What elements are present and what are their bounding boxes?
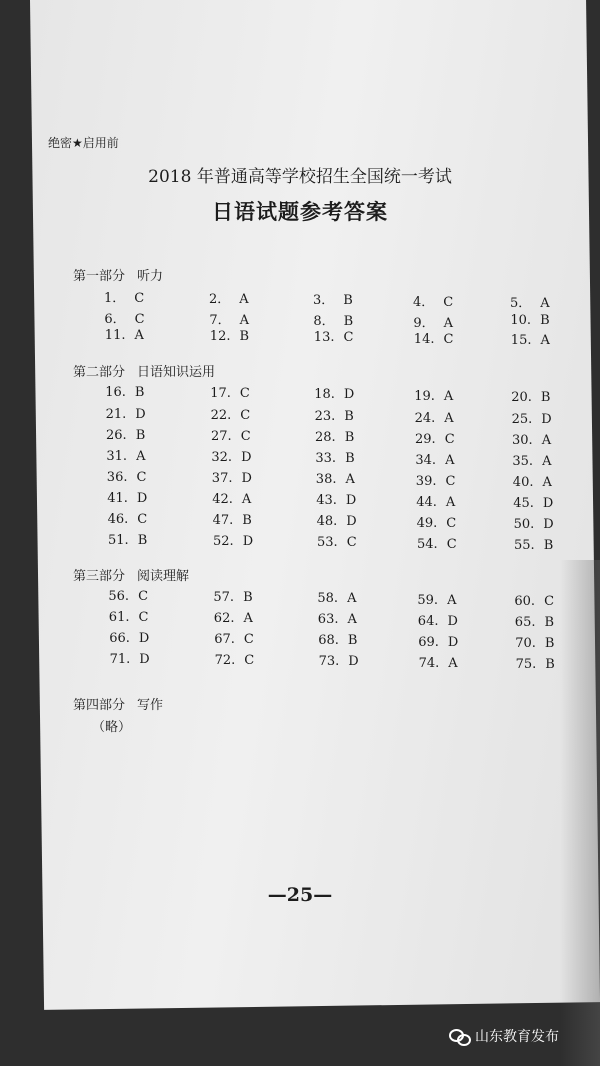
question-number: 15. <box>510 332 532 348</box>
question-number: 56. <box>108 589 130 604</box>
answer-choice: B <box>137 533 148 548</box>
answer-choice: A <box>541 432 552 448</box>
answer-item <box>512 412 552 427</box>
answer-item <box>413 312 453 331</box>
answer-item <box>105 328 144 343</box>
answer-item <box>104 287 144 306</box>
answer-choice: B <box>543 537 554 553</box>
answer-choice: D <box>241 471 252 487</box>
answer-choice: D <box>348 654 359 670</box>
answer-item <box>510 313 549 328</box>
writing-omitted-note: （略） <box>92 720 132 735</box>
question-number: 68. <box>318 633 339 649</box>
answer-choice: B <box>347 633 358 649</box>
question-number: 34. <box>415 452 437 468</box>
answer-choice: B <box>242 513 252 529</box>
answer-choice: A <box>444 410 454 426</box>
question-number: 57. <box>213 590 235 606</box>
question-number: 8． <box>313 314 335 330</box>
section-part: 第二部分 <box>73 365 126 380</box>
question-number: 61. <box>108 610 130 625</box>
answer-item <box>209 288 249 307</box>
answer-item <box>107 470 147 485</box>
question-number: 69. <box>418 634 439 650</box>
answer-item <box>418 635 458 650</box>
answer-item <box>317 535 357 550</box>
answer-item <box>213 534 253 549</box>
question-number: 6． <box>104 312 126 327</box>
answer-item <box>415 432 455 447</box>
answer-item <box>313 310 353 329</box>
question-number: 42. <box>212 492 233 508</box>
answer-item <box>314 387 354 402</box>
answer-item <box>417 516 457 531</box>
answer-choice: C <box>446 536 457 552</box>
question-number: 36. <box>106 470 128 485</box>
question-number: 74. <box>418 655 440 671</box>
answer-choice: C <box>240 408 251 424</box>
answer-choice: C <box>443 294 454 310</box>
answer-item <box>415 411 454 426</box>
answer-item <box>516 657 555 672</box>
answer-choice: D <box>346 514 357 530</box>
answer-item <box>107 491 147 506</box>
question-number: 28. <box>315 430 336 446</box>
answer-choice: B <box>544 614 555 630</box>
answer-item <box>108 589 148 604</box>
answer-choice: B <box>344 409 354 425</box>
answer-choice: C <box>240 429 251 445</box>
watermark <box>449 1026 559 1046</box>
question-number: 60. <box>514 593 536 609</box>
question-number: 11. <box>104 328 126 343</box>
answer-item <box>514 517 554 532</box>
question-number: 70. <box>515 635 536 651</box>
question-number: 2． <box>209 292 231 308</box>
answer-choice: C <box>138 589 149 604</box>
question-number: 63. <box>317 612 339 628</box>
question-number: 26. <box>106 428 127 443</box>
question-number: 23. <box>314 409 336 425</box>
answer-choice: A <box>445 452 455 468</box>
answer-item <box>314 330 354 345</box>
answer-item <box>213 513 252 528</box>
answer-choice: C <box>445 473 456 489</box>
question-number: 73. <box>318 654 340 670</box>
answer-choice: C <box>544 593 555 609</box>
answer-item <box>210 329 249 344</box>
answer-item <box>106 449 145 464</box>
answer-choice: A <box>542 453 552 469</box>
answer-choice: D <box>343 387 355 403</box>
question-number: 59. <box>417 592 439 608</box>
question-number: 32. <box>211 450 233 466</box>
section-part: 第三部分 <box>73 569 126 584</box>
answer-item <box>511 390 550 405</box>
question-number: 64. <box>417 613 439 629</box>
answer-item <box>316 472 355 487</box>
question-number: 55. <box>514 537 535 553</box>
answer-choice: D <box>242 534 254 550</box>
answer-item <box>209 309 249 328</box>
answer-choice: C <box>244 653 255 669</box>
answer-choice: A <box>347 591 357 607</box>
section-name: 日语知识运用 <box>137 365 216 380</box>
question-number: 72. <box>214 653 236 669</box>
answer-item <box>417 537 457 552</box>
answer-item <box>316 493 356 508</box>
question-number: 13. <box>313 330 335 346</box>
question-number: 5． <box>510 295 532 311</box>
question-number: 24. <box>414 410 436 426</box>
answer-choice: A <box>540 295 550 311</box>
answer-choice: D <box>447 613 458 629</box>
answer-item <box>317 591 356 606</box>
question-number: 58. <box>317 591 339 607</box>
answer-item <box>106 428 145 443</box>
answer-item <box>417 593 456 608</box>
answer-choice: B <box>540 389 551 405</box>
question-number: 53. <box>317 535 338 551</box>
question-number: 39. <box>415 473 437 489</box>
section-listening <box>73 265 163 284</box>
question-number: 16. <box>105 385 126 400</box>
answer-item <box>416 474 456 489</box>
question-number: 48. <box>316 514 338 530</box>
answer-choice: D <box>135 407 146 422</box>
answer-item <box>416 495 455 510</box>
answer-choice: A <box>239 292 249 308</box>
answer-choice: B <box>134 385 145 400</box>
answer-item <box>212 492 251 507</box>
question-number: 50. <box>513 516 535 532</box>
answer-item <box>211 450 251 465</box>
answer-choice: D <box>136 491 148 506</box>
question-number: 29. <box>415 431 436 447</box>
answer-item <box>511 333 550 348</box>
answer-item <box>415 453 454 468</box>
answer-choice: A <box>542 474 552 490</box>
question-number: 46. <box>107 512 129 527</box>
exam-title: 2018 年普通高等学校招生全国统一考试 <box>148 167 452 187</box>
question-number: 45. <box>513 495 534 511</box>
question-number: 40. <box>512 474 534 490</box>
answer-item <box>315 430 354 445</box>
answer-choice: D <box>543 516 554 532</box>
answer-item <box>214 611 253 626</box>
question-number: 22. <box>210 408 232 424</box>
answer-item <box>212 471 252 486</box>
answer-item <box>211 408 251 423</box>
question-number: 41. <box>107 491 128 506</box>
answer-choice: A <box>243 611 253 627</box>
answer-item <box>319 654 359 669</box>
question-number: 71. <box>109 652 131 667</box>
question-number: 44. <box>416 494 437 510</box>
answer-item <box>512 454 551 469</box>
answer-item <box>413 291 453 310</box>
answer-item <box>513 496 553 511</box>
answer-item <box>106 407 146 422</box>
answer-choice: D <box>139 652 150 667</box>
answer-choice: C <box>444 431 455 447</box>
answer-item <box>213 590 252 605</box>
question-number: 7． <box>209 313 231 329</box>
answer-item <box>109 631 149 646</box>
answer-item <box>105 385 144 400</box>
answer-item <box>315 409 354 424</box>
answer-item <box>318 633 357 648</box>
question-number: 66. <box>109 631 130 646</box>
question-number: 1． <box>104 291 126 306</box>
answer-item <box>214 632 254 647</box>
answer-item <box>315 451 354 466</box>
question-number: 37. <box>211 471 233 487</box>
question-number: 27. <box>211 429 232 445</box>
answer-item <box>414 332 454 347</box>
question-number: 20. <box>511 389 532 405</box>
answer-choice: B <box>545 656 555 672</box>
answer-choice: B <box>544 635 555 651</box>
answer-choice: A <box>448 655 458 671</box>
answer-key-title: 日语试题参考答案 <box>212 200 388 224</box>
answer-choice: C <box>343 330 354 346</box>
question-number: 3． <box>313 293 335 309</box>
answer-choice: B <box>243 590 253 606</box>
answer-item <box>215 653 255 668</box>
answer-choice: A <box>345 472 355 488</box>
question-number: 19. <box>414 388 435 404</box>
answer-choice: D <box>542 495 554 511</box>
answer-choice: C <box>446 515 457 531</box>
question-number: 4． <box>413 294 435 310</box>
question-number: 10. <box>510 312 532 328</box>
question-number: 52. <box>213 534 234 550</box>
question-number: 75. <box>515 656 537 672</box>
answer-choice: A <box>347 612 357 628</box>
answer-item <box>510 292 550 311</box>
answer-choice: A <box>447 592 457 608</box>
answer-item <box>514 594 554 609</box>
answer-choice: A <box>445 494 456 510</box>
answer-choice: B <box>344 430 355 446</box>
answer-item <box>317 514 357 529</box>
question-number: 67. <box>214 632 235 648</box>
answer-choice: A <box>134 328 144 343</box>
section-name: 写作 <box>137 698 164 713</box>
answer-choice: B <box>343 314 354 330</box>
answer-choice: C <box>243 632 254 648</box>
question-number: 14. <box>413 331 435 347</box>
answer-choice: C <box>134 312 145 327</box>
question-number: 30. <box>512 432 533 448</box>
answer-choice: D <box>345 493 357 509</box>
answer-item <box>211 429 251 444</box>
answer-item <box>104 308 144 327</box>
answer-item <box>108 533 147 548</box>
answer-item <box>515 615 554 630</box>
answer-choice: B <box>135 428 146 443</box>
section-name: 阅读理解 <box>137 569 190 584</box>
question-number: 65. <box>514 614 536 630</box>
question-number: 18. <box>314 387 335 403</box>
answer-choice: B <box>540 312 550 328</box>
answer-item <box>419 656 458 671</box>
answer-item <box>514 538 553 553</box>
section-part: 第一部分 <box>73 269 126 284</box>
answer-choice: D <box>447 634 459 650</box>
question-number: 12. <box>209 329 231 345</box>
answer-choice: C <box>346 535 357 551</box>
answer-item <box>110 652 150 667</box>
answer-choice: C <box>137 512 148 527</box>
answer-choice: C <box>239 386 250 402</box>
answer-choice: B <box>345 451 355 467</box>
answer-choice: A <box>136 449 146 464</box>
answer-choice: B <box>239 329 250 345</box>
answer-choice: A <box>540 332 550 348</box>
question-number: 38. <box>315 472 337 488</box>
section-writing <box>73 694 163 713</box>
page-shadow <box>560 560 600 1066</box>
question-number: 51. <box>108 533 129 548</box>
answer-choice: D <box>138 631 150 646</box>
page-number: —25— <box>267 884 333 906</box>
question-number: 25. <box>511 411 533 427</box>
section-reading <box>73 565 189 584</box>
answer-choice: C <box>136 470 147 485</box>
section-part: 第四部分 <box>73 698 126 713</box>
question-number: 33. <box>315 451 337 467</box>
confidential-note: 绝密★启用前 <box>48 136 119 150</box>
section-knowledge <box>73 361 215 380</box>
question-number: 43. <box>316 493 337 509</box>
answer-item <box>418 614 458 629</box>
question-number: 21. <box>105 407 127 422</box>
answer-item <box>313 289 353 308</box>
answer-item <box>513 475 552 490</box>
question-number: 9． <box>413 315 435 331</box>
answer-item <box>512 433 551 448</box>
question-number: 49. <box>416 515 438 531</box>
answer-choice: C <box>138 610 149 625</box>
answer-choice: A <box>443 315 454 331</box>
answer-choice: A <box>443 388 454 404</box>
question-number: 62. <box>213 611 235 627</box>
answer-item <box>318 612 357 627</box>
question-number: 47. <box>212 513 234 529</box>
answer-choice: D <box>541 411 552 427</box>
answer-choice: A <box>241 492 252 508</box>
answer-item <box>109 610 149 625</box>
answer-item <box>515 636 554 651</box>
answer-choice: C <box>443 331 454 347</box>
question-number: 54. <box>417 536 438 552</box>
section-name: 听力 <box>137 269 164 284</box>
answer-choice: D <box>241 450 252 466</box>
watermark-text: 山东教育发布 <box>475 1029 559 1045</box>
answer-item <box>210 386 250 401</box>
answer-choice: C <box>134 291 145 306</box>
answer-item <box>414 389 453 404</box>
answer-choice: B <box>343 293 353 309</box>
wechat-icon <box>449 1027 469 1045</box>
question-number: 31. <box>106 449 128 464</box>
question-number: 17. <box>210 386 231 402</box>
answer-item <box>108 512 148 527</box>
answer-choice: A <box>239 313 250 329</box>
question-number: 35. <box>512 453 534 469</box>
